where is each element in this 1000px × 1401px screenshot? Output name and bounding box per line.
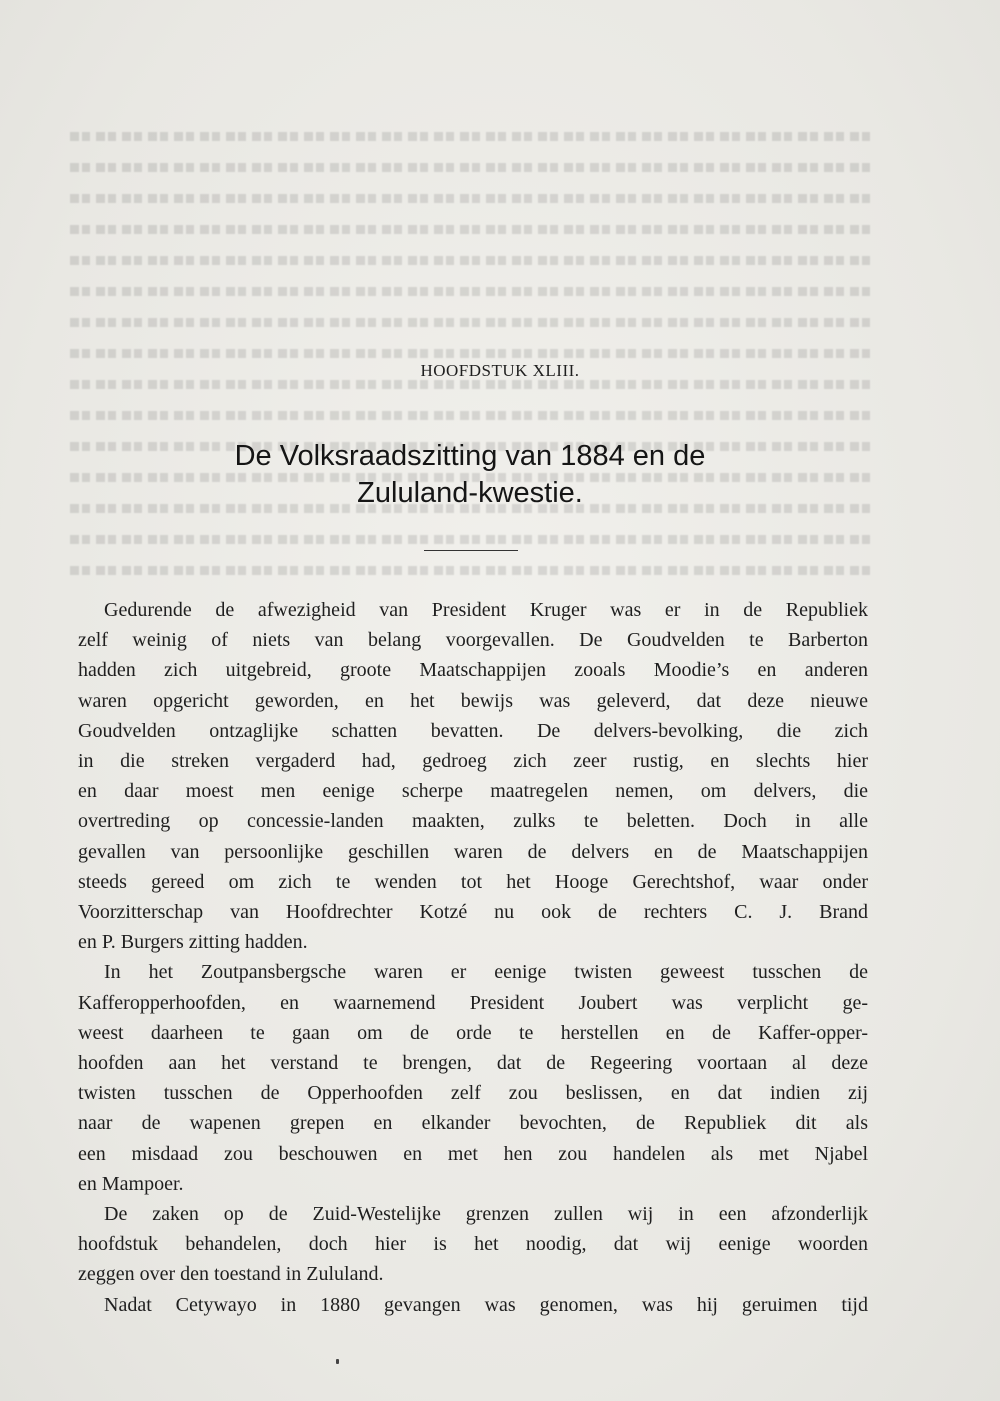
chapter-title: [0, 438, 940, 512]
body-text: [78, 595, 868, 1320]
text-line: zeggen over den toestand in Zululand.: [78, 1263, 384, 1286]
print-speck: [336, 1359, 339, 1364]
paragraph: [78, 1199, 868, 1290]
text-line: In het Zoutpansbergsche waren er eenige twisten geweest tusschen de: [104, 961, 868, 984]
text-line: waren opgericht geworden, en het bewijs was geleverd, dat deze nieuwe: [78, 689, 868, 712]
text-line: gevallen van persoonlijke geschillen waren de delvers en de Maatschappijen: [78, 840, 868, 863]
text-line: zelf weinig of niets van belang voorgevallen. De Goudvelden te Barberton: [78, 629, 868, 652]
text-line: en daar moest men eenige scherpe maatregelen nemen, om delvers, die: [78, 780, 868, 803]
text-line: twisten tusschen de Opperhoofden zelf zou beslissen, en dat indien zij: [78, 1082, 868, 1105]
text-line: steeds gereed om zich te wenden tot het Hooge Gerechtshof, waar onder: [78, 870, 868, 893]
text-line: een misdaad zou beschouwen en met hen zou handelen als met Njabel: [78, 1142, 868, 1165]
text-line: hadden zich uitgebreid, groote Maatschappijen zooals Moodie’s en anderen: [78, 659, 868, 682]
text-line: Goudvelden ontzaglijke schatten bevatten. De delvers-bevolking, die zich: [78, 719, 868, 742]
text-line: Gedurende de afwezigheid van President Kruger was er in de Republiek: [104, 599, 868, 621]
chapter-title-line: De Volksraadszitting van 1884 en de: [234, 440, 706, 472]
text-line: overtreding op concessie-landen maakten, zulks te beletten. Doch in alle: [78, 810, 868, 833]
text-line: en P. Burgers zitting hadden.: [78, 931, 308, 954]
chapter-title-line: Zululand-kwestie.: [357, 477, 583, 509]
text-line: naar de wapenen grepen en elkander bevochten, de Republiek dit als: [78, 1112, 868, 1135]
paragraph: [78, 957, 868, 1199]
title-divider: [424, 550, 518, 551]
paragraph: [78, 595, 868, 957]
text-line: Voorzitterschap van Hoofdrechter Kotzé nu ook de rechters C. J. Brand: [78, 901, 868, 924]
text-line: in die streken vergaderd had, gedroeg zich zeer rustig, en slechts hier: [78, 750, 868, 773]
chapter-label: HOOFDSTUK XLIII.: [420, 361, 580, 380]
paragraph: [78, 1290, 868, 1320]
text-line: hoofdstuk behandelen, doch hier is het noodig, dat wij eenige woorden: [78, 1233, 868, 1256]
text-line: Nadat Cetywayo in 1880 gevangen was genomen, was hij geruimen tijd: [104, 1293, 868, 1316]
bleed-through-text: [70, 120, 870, 585]
text-line: De zaken op de Zuid-Westelijke grenzen zullen wij in een afzonderlijk: [104, 1203, 868, 1226]
text-line: en Mampoer.: [78, 1172, 184, 1195]
text-line: weest daarheen te gaan om de orde te herstellen en de Kaffer-opper-: [78, 1021, 868, 1044]
text-line: Kafferopperhoofden, en waarnemend President Joubert was verplicht ge-: [78, 991, 868, 1014]
text-line: hoofden aan het verstand te brengen, dat de Regeering voortaan al deze: [78, 1052, 868, 1075]
